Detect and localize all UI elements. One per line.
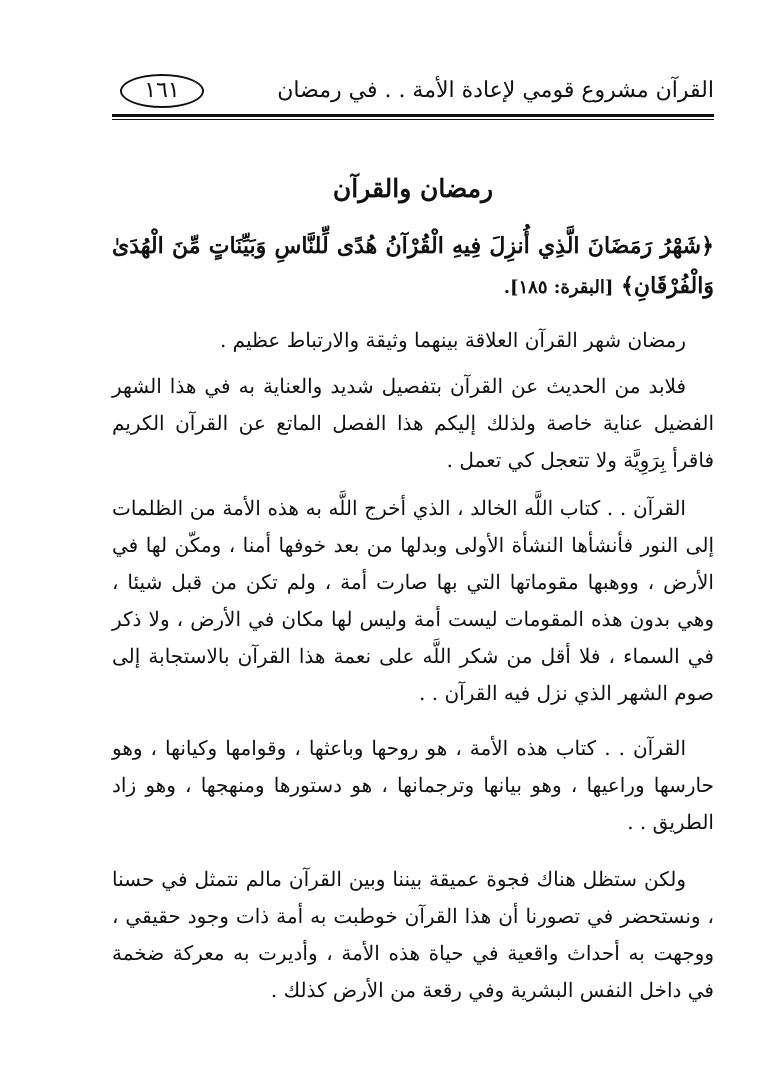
verse-reference: [البقرة: ١٨٥].	[503, 277, 614, 298]
paragraph-3: القرآن . . كتاب اللَّه الخالد ، الذي أخرج اللَّه به هذه الأمة من الظلمات إلى النور فأنشأها النشأة الأولى وبدلها من بعد خوفها أمنا ، ومكّن لها في الأرض ، ووهبها مقوماتها التي بها صارت أمة ، ولم تكن من قبل شيئا ، وهي بدون هذه المقومات ليست أمة وليس لها مكان في الأرض ، ولا ذكر في السماء ، فلا أقل من شكر اللَّه على نعمة هذا القرآن بالاستجابة إلى صوم الشهر الذي نزل فيه القرآن . .	[112, 496, 714, 705]
header-divider	[112, 114, 714, 117]
paragraph-5: ولكن ستظل هناك فجوة عميقة بيننا وبين القرآن مالم نتمثل في حسنا ، ونستحضر في تصورنا أن هذا القرآن خوطبت به أمة ذات وجود حقيقي ، ووجهت به أحداث واقعية في حياة هذه الأمة ، وأديرت به معركة ضخمة في داخل النفس البشرية وفي رقعة من الأرض كذلك .	[112, 867, 714, 1002]
header-divider-thin	[112, 119, 714, 120]
paragraph-2: فلابد من الحديث عن القرآن بتفصيل شديد والعناية به في هذا الشهر الفضيل عناية خاصة ولذلك إليكم هذا الفصل الماتع عن القرآن الكريم فاقرأ بِرَوِيَّة ولا تتعجل كي تعمل .	[112, 374, 714, 472]
quran-verse	[112, 226, 714, 308]
chapter-title: رمضان والقرآن	[332, 174, 494, 203]
header-title: القرآن مشروع قومي لإعادة الأمة . . في رمضان	[277, 78, 714, 103]
paragraph-1: رمضان شهر القرآن العلاقة بينهما وثيقة والارتباط عظيم .	[219, 328, 686, 352]
running-header	[112, 64, 714, 114]
verse-text: ﴿شَهْرُ رَمَضَانَ الَّذِي أُنزِلَ فِيهِ الْقُرْآنُ هُدًى لِّلنَّاسِ وَبَيِّنَاتٍ مِّنَ الْهُدَىٰ وَالْفُرْقَانِ﴾	[112, 233, 714, 299]
paragraph-4: القرآن . . كتاب هذه الأمة ، هو روحها وباعثها ، وقوامها وكيانها ، وهو حارسها وراعيها ، وهو بيانها وترجمانها ، هو دستورها ومنهجها ، وهو زاد الطريق . .	[112, 736, 714, 834]
page-number: ١٦١	[120, 74, 204, 108]
